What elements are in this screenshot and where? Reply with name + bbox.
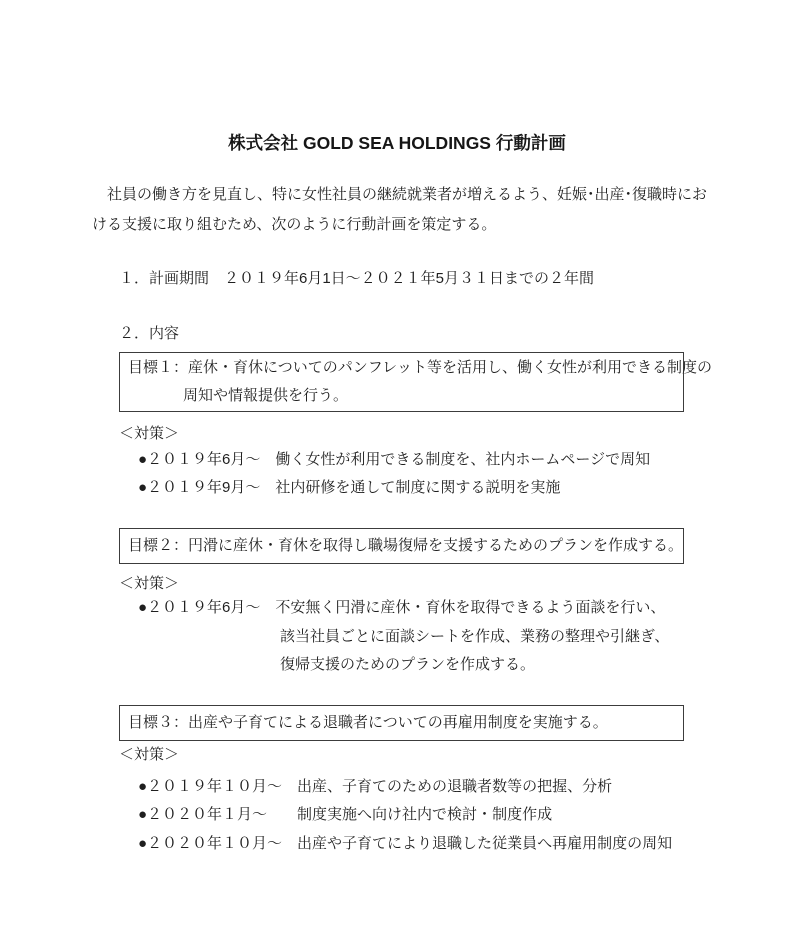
goal-2-text-line-1: 目標２：円滑に産休・育休を取得し職場復帰を支援するためのプランを作成する。: [128, 537, 684, 554]
goal-3-text-line-1: 目標３：出産や子育てによる退職者についての再雇用制度を実施する。: [128, 714, 608, 731]
goal-3-measures-label: ＜対策＞: [119, 746, 180, 763]
goal-1-box: [119, 352, 712, 412]
goal-1-action-item-2: ●２０１９年9月～ 社内研修を通して制度に関する説明を実施: [138, 479, 561, 496]
goal-2-action-item-1-line-1: ●２０１９年6月～ 不安無く円滑に産休・育休を取得できるよう面談を行い、: [138, 599, 666, 616]
goal-2-box: [119, 528, 684, 564]
contents-heading: ２．内容: [119, 325, 180, 342]
plan-period-heading: １．計画期間 ２０１９年6月1日～２０２１年5月３１日までの２年間: [119, 270, 595, 287]
intro-paragraph-line-2: ける支援に取り組むため、次のように行動計画を策定する。: [92, 216, 497, 233]
goal-2-action-item-1-line-3: 復帰支援のためのプランを作成する。: [280, 656, 536, 673]
goal-2-action-item-1-line-2: 該当社員ごとに面談シートを作成、業務の整理や引継ぎ、: [280, 628, 670, 645]
goal-3-action-item-3: ●２０２０年１０月～ 出産や子育てにより退職した従業員へ再雇用制度の周知: [138, 835, 673, 852]
goal-2-measures-label: ＜対策＞: [119, 575, 180, 592]
goal-1-action-item-1: ●２０１９年6月～ 働く女性が利用できる制度を、社内ホームページで周知: [138, 451, 651, 468]
goal-1-measures-label: ＜対策＞: [119, 425, 180, 442]
goal-1-text-line-2: 周知や情報提供を行う。: [183, 387, 349, 404]
goal-3-action-item-1: ●２０１９年１０月～ 出産、子育てのための退職者数等の把握、分析: [138, 778, 613, 795]
intro-paragraph-line-1: 社員の働き方を見直し、特に女性社員の継続就業者が増えるよう、妊娠･出産･復職時にお: [92, 186, 708, 203]
goal-1-text-line-1: 目標１：産休・育休についてのパンフレット等を活用し、働く女性が利用できる制度の: [128, 359, 712, 376]
document-title: 株式会社 GOLD SEA HOLDINGS 行動計画: [228, 133, 566, 153]
goal-3-box: [119, 705, 684, 741]
goal-3-action-item-2: ●２０２０年１月～ 制度実施へ向け社内で検討・制度作成: [138, 806, 553, 823]
